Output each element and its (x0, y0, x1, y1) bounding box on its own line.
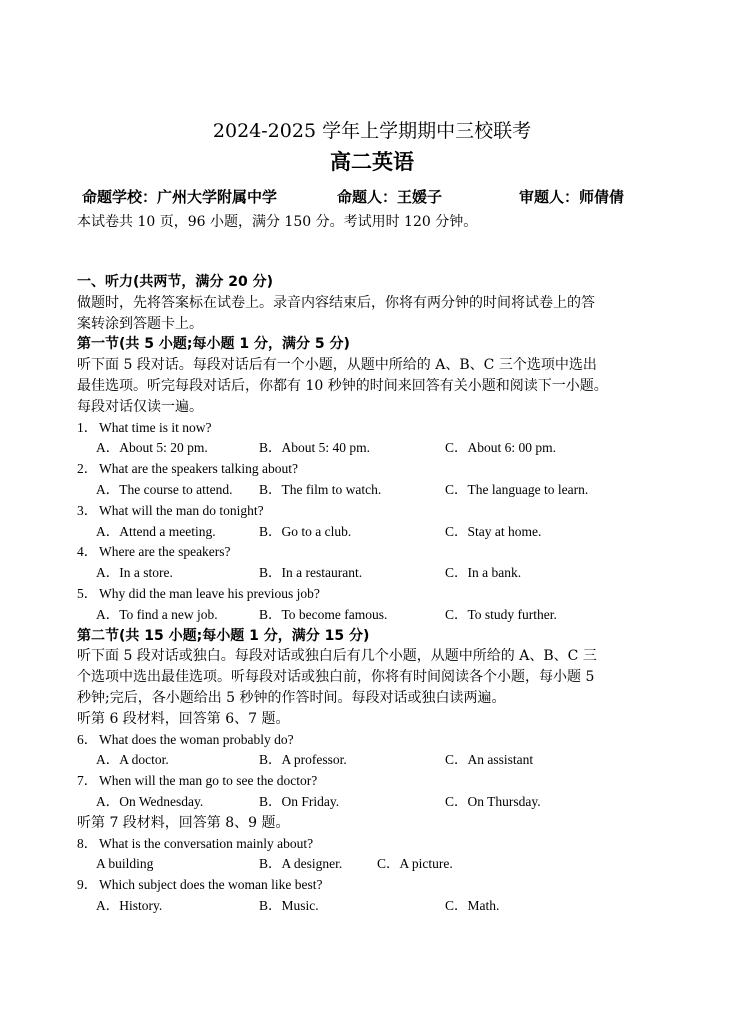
instruction-line: 个选项中选出最佳选项。听每段对话或独白前，你将有时间阅读各个小题，每小题 5 (77, 669, 595, 686)
instruction-line: 秒钟;完后，各小题给出 5 秒钟的作答时间。每段对话或独白读两遍。 (77, 689, 506, 706)
question (77, 730, 677, 751)
question (77, 542, 677, 563)
answer-options (77, 438, 677, 459)
option-c: C．About 6: 00 pm. (445, 440, 557, 456)
material-note: 听第 6 段材料，回答第 6、7 题。 (77, 710, 290, 727)
question-text: Why did the man leave his previous job? (99, 585, 320, 601)
instruction-line: 做题时，先将答案标在试卷上。录音内容结束后，你将有两分钟的时间将试卷上的答 (77, 294, 595, 311)
option-b: B．A designer. (259, 856, 343, 872)
question (77, 459, 677, 480)
option-a: A．On Wednesday. (96, 793, 204, 809)
question (77, 834, 677, 855)
exam-credits (82, 186, 682, 207)
question-number: 1． (77, 419, 98, 435)
option-c: C．To study further. (445, 606, 557, 622)
option-a: A．Attend a meeting. (96, 523, 216, 539)
question (77, 771, 677, 792)
answer-options (77, 792, 677, 813)
instruction-line: 听下面 5 段对话或独白。每段对话或独白后有几个小题，从题中所给的 A、B、C 三 (77, 648, 597, 665)
option-a: A building (96, 856, 154, 872)
setter-school: 命题学校：广州大学附属中学 (82, 188, 278, 206)
question-number: 2． (77, 461, 98, 477)
question-text: What is the conversation mainly about? (99, 835, 314, 851)
option-c: C．On Thursday. (445, 793, 541, 809)
option-a: A．The course to attend. (96, 481, 233, 497)
option-b: B．The film to watch. (259, 481, 382, 497)
answer-options (77, 563, 677, 584)
material-note: 听第 7 段材料，回答第 8、9 题。 (77, 814, 290, 831)
question-number: 7． (77, 773, 98, 789)
section-heading: 第二节(共 15 小题;每小题 1 分，满分 15 分) (77, 627, 370, 644)
option-c: C．The language to learn. (445, 481, 589, 497)
instruction-line: 听下面 5 段对话。每段对话后有一个小题，从题中所给的 A、B、C 三个选项中选出 (77, 357, 597, 374)
question-text: What will the man do tonight? (99, 502, 264, 518)
reviewer-name: 审题人：师倩倩 (519, 188, 625, 206)
exam-title: 2024-2025 学年上学期期中三校联考 (212, 120, 532, 142)
question-number: 9． (77, 877, 98, 893)
option-c: C．Stay at home. (445, 523, 542, 539)
question (77, 875, 677, 896)
question (77, 501, 677, 522)
option-b: B．On Friday. (259, 793, 340, 809)
answer-options (77, 605, 677, 626)
question-text: Where are the speakers? (99, 544, 231, 560)
question-text: Which subject does the woman like best? (99, 877, 323, 893)
option-a: A．History. (96, 897, 163, 913)
instruction-line: 每段对话仅读一遍。 (77, 398, 203, 415)
option-c: C．An assistant (445, 752, 534, 768)
question (77, 418, 677, 439)
option-b: B．About 5: 40 pm. (259, 440, 371, 456)
question-text: When will the man go to see the doctor? (99, 773, 318, 789)
exam-intro: 本试卷共 10 页，96 小题，满分 150 分。考试用时 120 分钟。 (77, 214, 478, 230)
answer-options (77, 522, 677, 543)
question-text: What does the woman probably do? (99, 731, 294, 747)
option-c: C．Math. (445, 897, 500, 913)
question (77, 584, 677, 605)
listening-section (77, 272, 677, 917)
option-c: C．A picture. (377, 856, 453, 872)
question-text: What are the speakers talking about? (99, 461, 299, 477)
option-a: A．About 5: 20 pm. (96, 440, 208, 456)
question-number: 6． (77, 731, 98, 747)
question-text: What time is it now? (99, 419, 212, 435)
question-number: 4． (77, 544, 98, 560)
question-number: 3． (77, 502, 98, 518)
instruction-line: 最佳选项。听完每段对话后，你都有 10 秒钟的时间来回答有关小题和阅读下一小题。 (77, 377, 608, 394)
answer-options (77, 896, 677, 917)
option-b: B．In a restaurant. (259, 565, 363, 581)
section-heading: 第一节(共 5 小题;每小题 1 分，满分 5 分) (77, 336, 350, 353)
option-b: B．A professor. (259, 752, 347, 768)
answer-options (77, 480, 677, 501)
option-b: B．Go to a club. (259, 523, 352, 539)
part-heading: 一、听力(共两节，满分 20 分) (77, 274, 274, 290)
question-number: 8． (77, 835, 98, 851)
option-a: A．To find a new job. (96, 606, 218, 622)
question-number: 5． (77, 585, 98, 601)
answer-options (77, 854, 677, 875)
setter-name: 命题人：王媛子 (337, 188, 443, 206)
option-a: A．In a store. (96, 565, 173, 581)
option-a: A．A doctor. (96, 752, 169, 768)
option-b: B．To become famous. (259, 606, 388, 622)
option-c: C．In a bank. (445, 565, 522, 581)
exam-subject: 高二英语 (330, 150, 414, 174)
instruction-line: 案转涂到答题卡上。 (77, 315, 203, 332)
answer-options (77, 750, 677, 771)
option-b: B．Music. (259, 897, 319, 913)
